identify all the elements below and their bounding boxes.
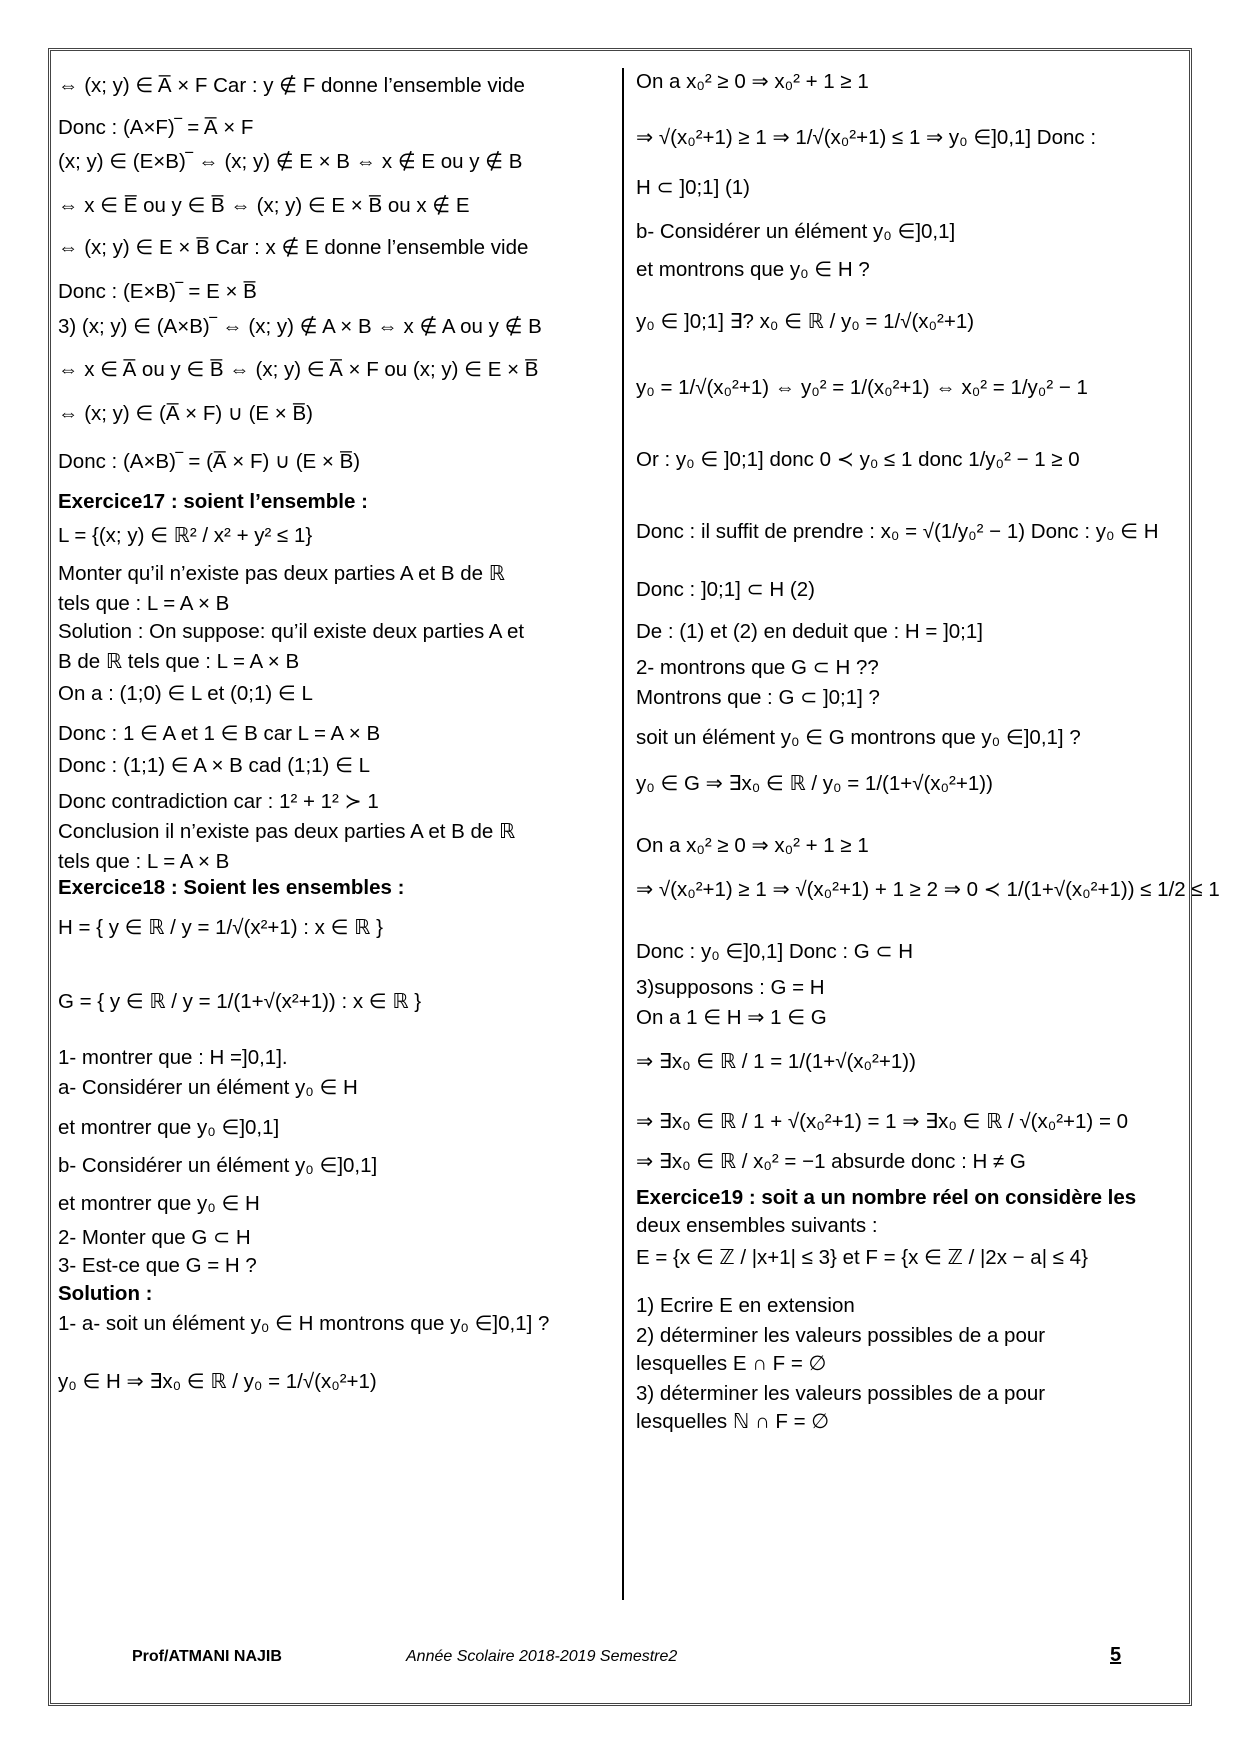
solution-line: Solution : On suppose: qu’il existe deux parties A et [58,620,525,643]
text-line: Donc contradiction car : 1² + 1² ≻ 1 [58,790,379,813]
text-line: Montrons que : G ⊂ ]0;1] ? [636,686,880,709]
footer-author: Prof/ATMANI NAJIB [132,1648,282,1665]
text-line: ⇔ x ∈ A̅ ou y ∈ B̅ ⇔ (x; y) ∈ A̅ × F ou (x; y) ∈ E × B̅ [58,358,539,381]
solution-title: Solution : [58,1282,153,1305]
text-line: Conclusion il n’existe pas deux parties A et B de ℝ [58,820,516,843]
text-line: 2- Monter que G ⊂ H [58,1226,251,1249]
text-line: B de ℝ tels que : L = A × B [58,650,300,673]
text-line: lesquelles E ∩ F = ∅ [636,1352,827,1375]
text-line: Donc : y₀ ∈]0,1] Donc : G ⊂ H [636,940,914,963]
text-line: On a 1 ∈ H ⇒ 1 ∈ G [636,1006,827,1029]
text-line: ⇒ √(x₀²+1) ≥ 1 ⇒ √(x₀²+1) + 1 ≥ 2 ⇒ 0 ≺ 1/(1+√(x₀²+1)) ≤ 1/2 ≤ 1 [636,878,1220,901]
text-line: b- Considérer un élément y₀ ∈]0,1] [636,220,956,243]
text-line: Donc : (E×B)‾ = E × B̅ [58,280,257,303]
text-line: Donc : (A×B)‾ = (A̅ × F) ∪ (E × B̅) [58,450,361,473]
text-line: On a : (1;0) ∈ L et (0;1) ∈ L [58,682,313,705]
text-line: ⇔ (x; y) ∈ E × B̅ Car : x ∉ E donne l’ensemble vide [58,236,529,259]
text-line: Donc : ]0;1] ⊂ H (2) [636,578,815,601]
text-line: a- Considérer un élément y₀ ∈ H [58,1076,358,1099]
text-line: ⇔ x ∈ E̅ ou y ∈ B̅ ⇔ (x; y) ∈ E × B̅ ou x ∉ E [58,194,470,217]
set-definition: H = { y ∈ ℝ / y = 1/√(x²+1) : x ∈ ℝ } [58,916,383,939]
exercise-title: Exercice18 : Soient les ensembles : [58,876,405,899]
text-line: L = {(x; y) ∈ ℝ² / x² + y² ≤ 1} [58,524,313,547]
text-line: 3) déterminer les valeurs possibles de a pour [636,1382,1046,1405]
text-line: et montrons que y₀ ∈ H ? [636,258,870,281]
text-line: Or : y₀ ∈ ]0;1] donc 0 ≺ y₀ ≤ 1 donc 1/y₀² − 1 ≥ 0 [636,448,1080,471]
text-line: De : (1) et (2) en deduit que : H = ]0;1] [636,620,983,643]
text-line: Donc : il suffit de prendre : x₀ = √(1/y₀² − 1) Donc : y₀ ∈ H [636,520,1159,543]
text-line: H ⊂ ]0;1] (1) [636,176,751,199]
text-line: tels que : L = A × B [58,850,230,873]
exercise-title: Exercice17 : soient l’ensemble : [58,490,368,513]
text-line: lesquelles ℕ ∩ F = ∅ [636,1410,830,1433]
text-line: Donc : (1;1) ∈ A × B cad (1;1) ∈ L [58,754,371,777]
text-line: On a x₀² ≥ 0 ⇒ x₀² + 1 ≥ 1 [636,834,869,857]
exercise-title: Exercice19 : soit a un nombre réel on considère les [636,1186,1137,1209]
text-line: soit un élément y₀ ∈ G montrons que y₀ ∈]0,1] ? [636,726,1081,749]
set-definition: G = { y ∈ ℝ / y = 1/(1+√(x²+1)) : x ∈ ℝ } [58,990,422,1013]
text-line: et montrer que y₀ ∈]0,1] [58,1116,280,1139]
text-line: ⇔ (x; y) ∈ (A̅ × F) ∪ (E × B̅) [58,402,313,425]
text-line: y₀ ∈ ]0;1] ∃? x₀ ∈ ℝ / y₀ = 1/√(x₀²+1) [636,310,975,333]
text-line: y₀ = 1/√(x₀²+1) ⇔ y₀² = 1/(x₀²+1) ⇔ x₀² = 1/y₀² − 1 [636,376,1088,399]
text-line: 2) déterminer les valeurs possibles de a pour [636,1324,1046,1347]
text-line: y₀ ∈ G ⇒ ∃x₀ ∈ ℝ / y₀ = 1/(1+√(x₀²+1)) [636,772,993,795]
text-line: deux ensembles suivants : [636,1214,878,1237]
text-line: tels que : L = A × B [58,592,230,615]
text-line: ⇒ ∃x₀ ∈ ℝ / 1 + √(x₀²+1) = 1 ⇒ ∃x₀ ∈ ℝ / √(x₀²+1) = 0 [636,1110,1129,1133]
text-line: ⇒ ∃x₀ ∈ ℝ / 1 = 1/(1+√(x₀²+1)) [636,1050,916,1073]
column-divider [622,68,624,1600]
text-line: b- Considérer un élément y₀ ∈]0,1] [58,1154,378,1177]
text-line: Donc : (A×F)‾ = A̅ × F [58,116,254,139]
page-number: 5 [1110,1644,1122,1666]
text-line: (x; y) ∈ (E×B)‾ ⇔ (x; y) ∉ E × B ⇔ x ∉ E ou y ∉ B [58,150,523,173]
text-line: et montrer que y₀ ∈ H [58,1192,260,1215]
text-line: 1- a- soit un élément y₀ ∈ H montrons que y₀ ∈]0,1] ? [58,1312,550,1335]
text-line: On a x₀² ≥ 0 ⇒ x₀² + 1 ≥ 1 [636,70,869,93]
text-line: y₀ ∈ H ⇒ ∃x₀ ∈ ℝ / y₀ = 1/√(x₀²+1) [58,1370,377,1393]
text-line: 1) Ecrire E en extension [636,1294,855,1317]
text-line: 2- montrons que G ⊂ H ?? [636,656,879,679]
text-line: ⇔ (x; y) ∈ A̅ × F Car : y ∉ F donne l’ensemble vide [58,74,525,97]
text-line: 3)supposons : G = H [636,976,825,999]
set-definition: E = {x ∈ ℤ / |x+1| ≤ 3} et F = {x ∈ ℤ / |2x − a| ≤ 4} [636,1246,1088,1269]
footer-school-year: Année Scolaire 2018-2019 Semestre2 [406,1648,678,1665]
text-line: Monter qu’il n’existe pas deux parties A et B de ℝ [58,562,505,585]
text-line: Donc : 1 ∈ A et 1 ∈ B car L = A × B [58,722,381,745]
text-line: ⇒ ∃x₀ ∈ ℝ / x₀² = −1 absurde donc : H ≠ G [636,1150,1026,1173]
text-line: ⇒ √(x₀²+1) ≥ 1 ⇒ 1/√(x₀²+1) ≤ 1 ⇒ y₀ ∈]0,1] Donc : [636,126,1097,149]
text-line: 3- Est-ce que G = H ? [58,1254,257,1277]
text-line: 3) (x; y) ∈ (A×B)‾ ⇔ (x; y) ∉ A × B ⇔ x ∉ A ou y ∉ B [58,315,542,338]
text-line: 1- montrer que : H =]0,1]. [58,1046,288,1069]
